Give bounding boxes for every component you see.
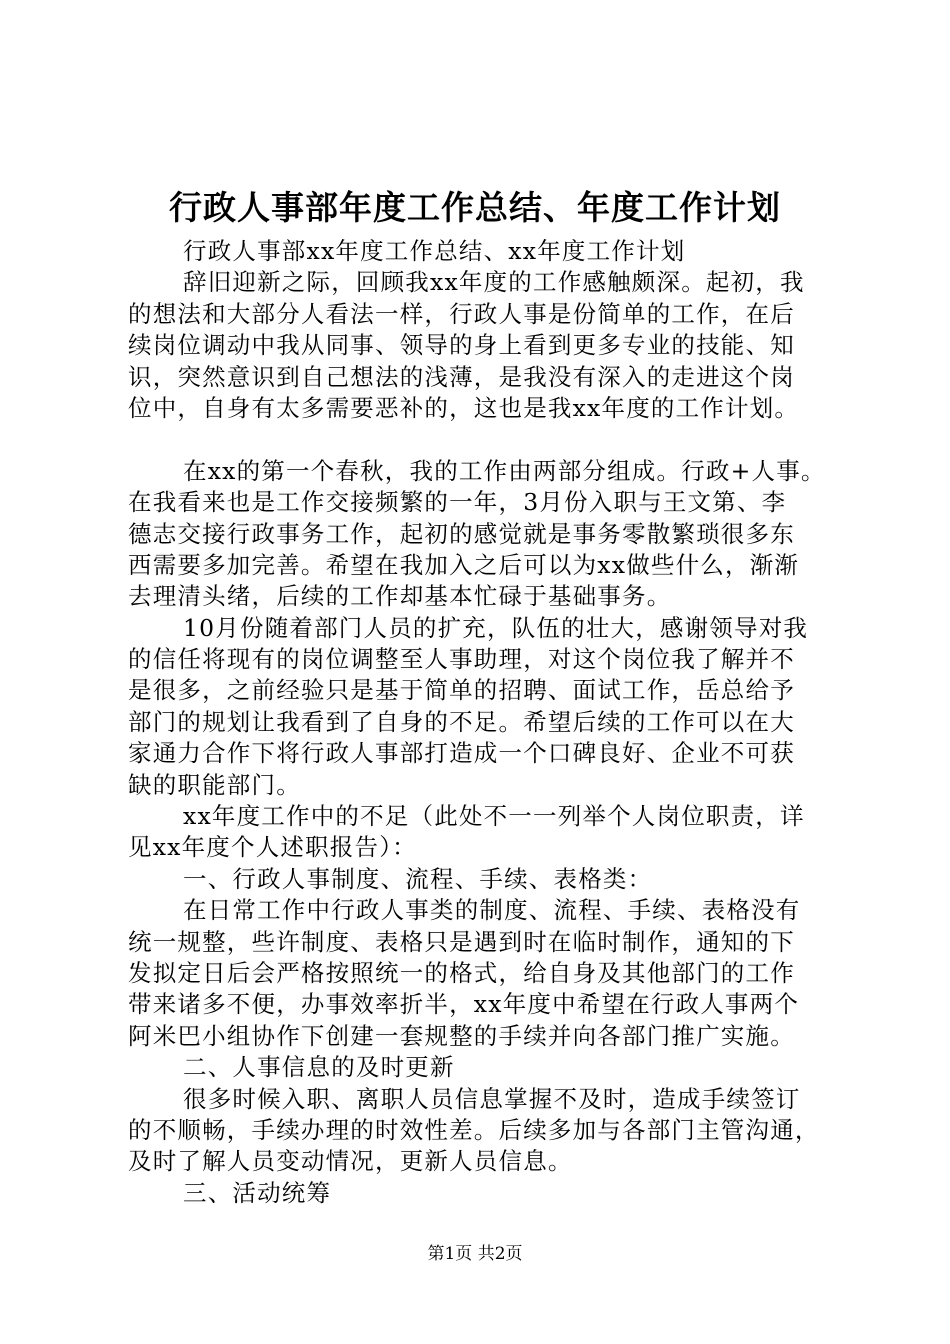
body-line: 阿米巴小组协作下创建一套规整的手续并向各部门推广实施。 <box>128 1021 795 1050</box>
document-title: 行政人事部年度工作总结、年度工作计划 <box>169 188 781 227</box>
body-line: 及时了解人员变动情况，更新人员信息。 <box>128 1147 573 1176</box>
body-line: 辞旧迎新之际，回顾我xx年度的工作感触颇深。起初，我 <box>183 268 805 297</box>
body-line: xx年度工作中的不足（此处不一一列举个人岗位职责，详 <box>183 802 805 831</box>
body-line: 行政人事部xx年度工作总结、xx年度工作计划 <box>183 237 686 265</box>
body-line: 部门的规划让我看到了自身的不足。希望后续的工作可以在大 <box>128 707 795 736</box>
body-line: 见xx年度个人述职报告）： <box>128 833 417 862</box>
body-line: 在我看来也是工作交接频繁的一年，3月份入职与王文第、李 <box>128 488 787 517</box>
body-line: 西需要多加完善。希望在我加入之后可以为xx做些什么，渐渐 <box>128 550 800 579</box>
body-line: 带来诸多不便，办事效率折半，xx年度中希望在行政人事两个 <box>128 990 800 1019</box>
body-line: 是很多，之前经验只是基于简单的招聘、面试工作，岳总给予 <box>128 676 795 705</box>
body-line: 德志交接行政事务工作，起初的感觉就是事务零散繁琐很多东 <box>128 519 795 548</box>
body-line: 家通力合作下将行政人事部打造成一个口碑良好、企业不可获 <box>128 739 795 768</box>
body-line: 二、人事信息的及时更新 <box>183 1053 455 1082</box>
blank-line <box>128 424 828 455</box>
body-line: 的信任将现有的岗位调整至人事助理，对这个岗位我了解并不 <box>128 645 795 674</box>
body-line: 去理清头绪，后续的工作却基本忙碌于基础事务。 <box>128 582 672 611</box>
page-footer: 第1页 共2页 <box>427 1244 523 1264</box>
body-line: 缺的职能部门。 <box>128 770 301 799</box>
body-line: 续岗位调动中我从同事、领导的身上看到更多专业的技能、知 <box>128 331 795 360</box>
body-line: 很多时候入职、离职人员信息掌握不及时，造成手续签订 <box>183 1084 801 1113</box>
body-line: 识，突然意识到自己想法的浅薄，是我没有深入的走进这个岗 <box>128 362 795 391</box>
body-line: 位中，自身有太多需要恶补的，这也是我xx年度的工作计划。 <box>128 393 800 422</box>
body-line: 在xx的第一个春秋，我的工作由两部分组成。行政+人事。 <box>183 456 826 485</box>
body-line: 统一规整，些许制度、表格只是遇到时在临时制作，通知的下 <box>128 927 795 956</box>
body-line: 三、活动统筹 <box>183 1178 332 1207</box>
body-line: 在日常工作中行政人事类的制度、流程、手续、表格没有 <box>183 896 801 925</box>
body-line: 的想法和大部分人看法一样，行政人事是份简单的工作，在后 <box>128 299 795 328</box>
document-body <box>128 236 828 1209</box>
body-line: 的不顺畅，手续办理的时效性差。后续多加与各部门主管沟通， <box>128 1115 820 1144</box>
body-line: 一、行政人事制度、流程、手续、表格类： <box>183 864 653 893</box>
body-line: 10月份随着部门人员的扩充，队伍的壮大，感谢领导对我 <box>183 613 809 642</box>
body-line: 发拟定日后会严格按照统一的格式，给自身及其他部门的工作 <box>128 958 795 987</box>
